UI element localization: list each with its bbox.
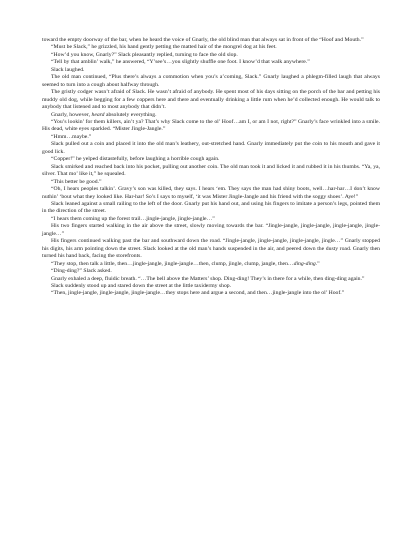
body-paragraph [42, 276, 380, 283]
paragraph-text: toward the empty doorway of the bar, when he heard the voice of Gnarly, the old blind man that always sat in front of the “Hoof and Mouth.” [42, 37, 364, 43]
paragraph-text: “You’s lookin’ for them killers, ain’t ya? That’s why Slack come to the ol’ Hoof…am I, or am I not, right?” Gnarly’s face wrinkled into a smile. His dead, white eyes sparkled. “Mister Jingle-Jangle.” [42, 118, 380, 133]
paragraph-text: “Must be Slack,” he grizzled, his hand gently petting the matted hair of the mongrel dog at his feet. [51, 44, 277, 51]
body-paragraph [42, 186, 380, 201]
body-paragraph [42, 223, 380, 238]
body-paragraph [42, 134, 380, 141]
paragraph-text: .” [315, 260, 320, 267]
body-paragraph [42, 179, 380, 186]
paragraph-text: “How’d you know, Gnarly?” Slack pleasantly replied, turning to face the old slop. [51, 51, 238, 58]
body-paragraph [42, 74, 380, 89]
paragraph-text: His two fingers started walking in the air above the street, slowly moving towards the bar. “Jingle-jangle, jingle-jangle, jingle-jangle, jingle-jangle…” [42, 223, 380, 237]
paragraph-text: Slack smirked and reached back into his pocket, pulling out another coin. The old man took it and licked it and rubbed it in his thumbs. “Ya, ya, silver. That mo’ like it,” he squealed. [42, 163, 380, 178]
paragraph-text: “Then, jingle-jangle, jingle-jangle, jingle-jangle…they stops here and argue a second, and then…jingle-jangle into the ol’ Hoof.” [51, 290, 345, 297]
paragraph-text: “I hears them coming up the forest trail…jingle-jangle, jingle-jangle…” [51, 215, 215, 222]
paragraph-text: “Tell by that amblin’ walk,” he answered, “Y’see’s…you slightly shuffle one foot. I know’d that walk anywhere.” [51, 59, 310, 66]
paragraph-text: Slack suddenly stood up and stared down the street at the little taxidermy shop. [51, 282, 232, 289]
body-paragraph [42, 290, 380, 297]
body-paragraph [42, 201, 380, 216]
paragraph-text: “Ding-ding?” Slack asked. [51, 268, 112, 275]
paragraph-text: “This better be good.” [51, 178, 102, 185]
paragraph-text: Gnarly exhaled a deep, fluidic breath. “…The bell above the Matters’ shop. Ding-ding! They’s in there for a while, then ding-ding again.” [51, 275, 365, 282]
body-paragraph [42, 141, 380, 156]
paragraph-text: absolutely everything. [104, 111, 157, 118]
body-paragraph [42, 59, 380, 66]
body-paragraph [42, 44, 380, 51]
paragraph-text: “Copper!” he yelped distastefully, before laughing a horrible cough again. [51, 156, 220, 163]
paragraph-text: The gristly codger wasn’t afraid of Slack. He wasn’t afraid of anybody. He spent most of his days sitting on the porch of the bar and petting his muddy old dog, while begging for a few coppers here and there and eventually drinking a little rum when he’d collected enough. He would talk to anybody that listened and to most anybody that didn’t. [42, 89, 380, 111]
document-page [42, 37, 380, 298]
body-paragraph [42, 268, 380, 275]
body-paragraph [42, 112, 380, 119]
paragraph-text: “Hmm…maybe.” [51, 133, 92, 140]
italic-text: heard [91, 111, 105, 118]
body-paragraph [42, 156, 380, 163]
paragraph-text: Slack laughed. [51, 66, 85, 73]
paragraph-text: Slack leaned against a small railing to the left of the door. Gnarly put his hand out, and using his fingers to imitate a person’s legs, pointed them in the direction of the street. [42, 200, 380, 215]
paragraph-text: Slack pulled out a coin and placed it into the old man’s leathery, out-stretched hand. Gnarly immediately put the coin to his mouth and gave it good lick. [42, 141, 380, 155]
body-paragraph [42, 89, 380, 111]
body-paragraph [42, 238, 380, 260]
paragraph-text: “Oh, I hears peoples talkin’. Gravy’s son was killed, they says. I hears ‘em. They says the man had shiny boots, well…har-har…I don’t know nuthin’ ‘bout what they looked like. Har-har! So’s I says to myself, ‘it was Mister Jingle-Jangle and his friend with the soggy shoes’. Aye!” [42, 186, 380, 200]
paragraph-text: Gnarly, however, [51, 111, 92, 118]
paragraph-text: “They stop, then talk a little, then…jingle-jangle, jingle-jangle…then, clump, jingle, clump, jangle, then… [51, 260, 294, 267]
paragraph-text: His fingers continued walking past the bar and southward down the road. “Jingle-jangle, jingle-jangle, jingle-jangle, jingle…” Gnarly stopped his digits, his arm pointing down the street. Slack looked at the old man’s hands suspended in the air, and peered down the dusty road. Gnarly then turned his hand back, facing the storefronts. [42, 238, 380, 260]
body-paragraph [42, 119, 380, 134]
paragraph-text: The old man continued, “Plus there’s always a commotion when you’s a’coming, Slack.” Gnarly laughed a phlegm-filled laugh that always seemed to turn into a cough about halfway through. [42, 74, 380, 88]
body-paragraph [42, 261, 380, 268]
italic-text: ding-ding [293, 260, 316, 267]
body-paragraph [42, 164, 380, 179]
